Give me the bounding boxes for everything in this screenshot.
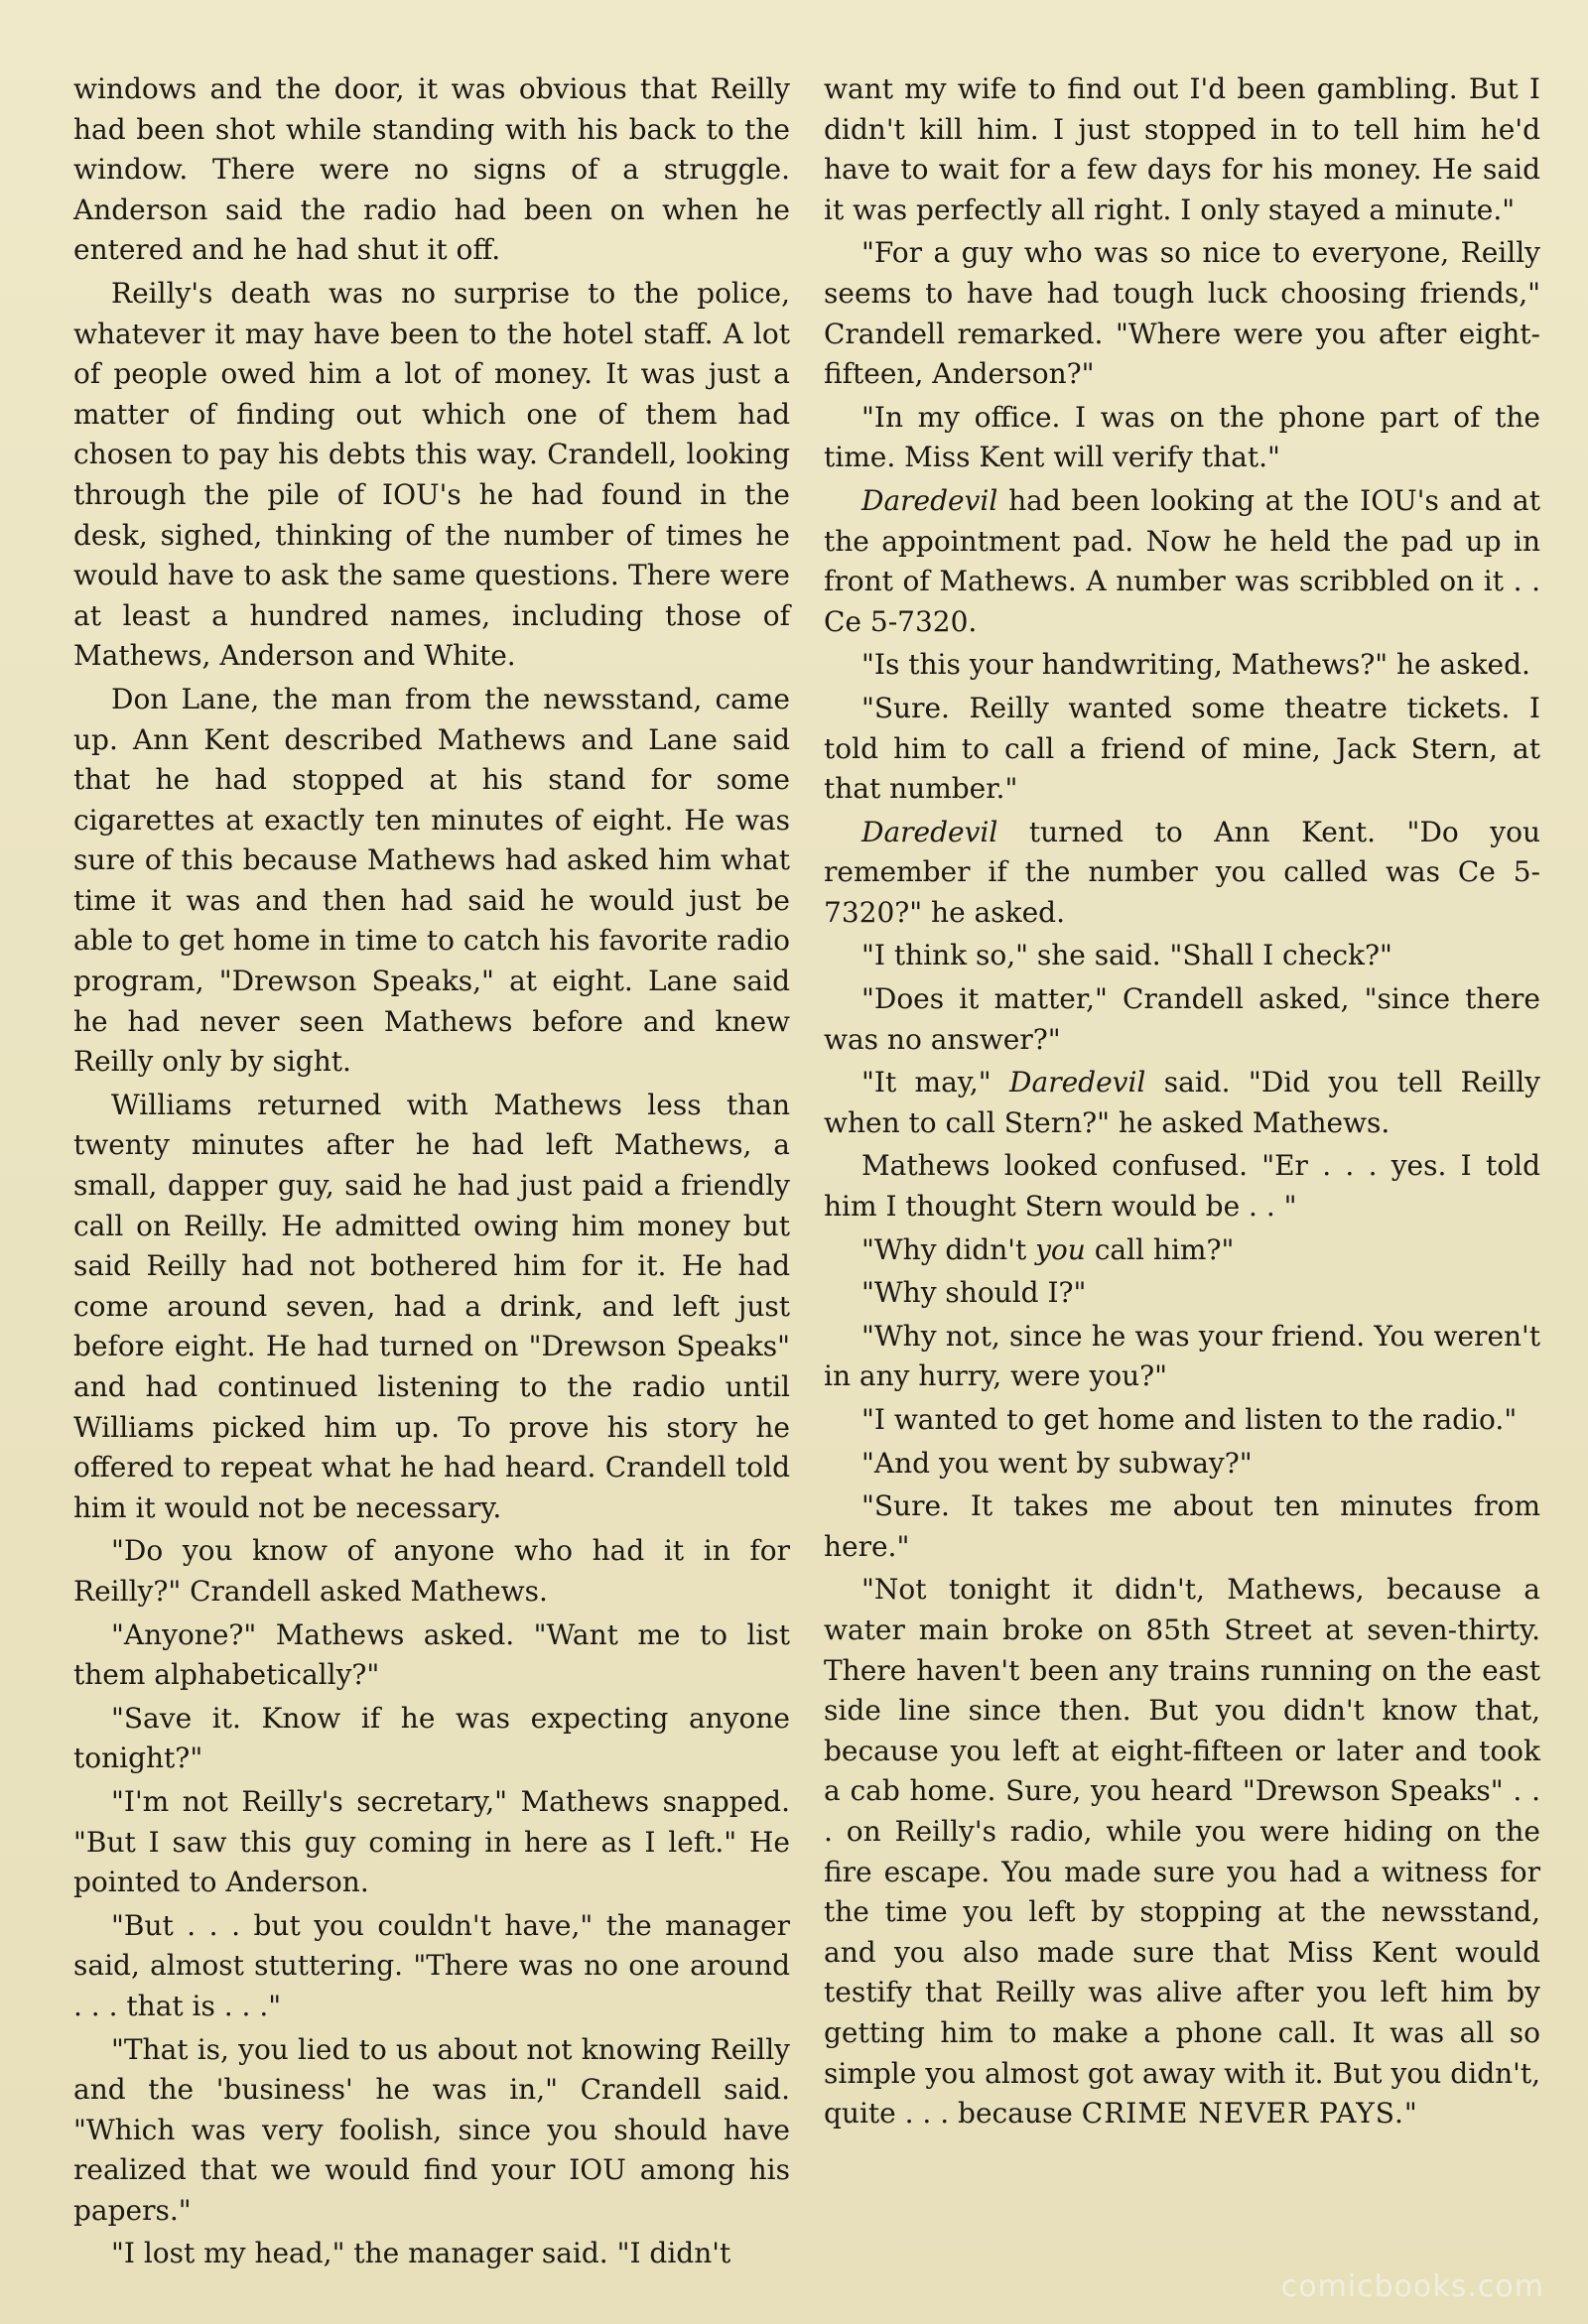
paragraph: "Why not, since he was your friend. You weren't in any hurry, were you?" xyxy=(824,1319,1540,1393)
paragraph: "In my office. I was on the phone part of the time. Miss Kent will verify that." xyxy=(824,400,1540,474)
paragraph: Mathews looked confused. "Er . . . yes. I told him I thought Stern would be . . " xyxy=(824,1149,1540,1224)
paragraph xyxy=(824,813,1540,934)
paragraph xyxy=(824,1570,1540,2133)
paragraph: Williams returned with Mathews less than twenty minutes after he had left Mathews, a small, dapper guy, said he had just paid a friendly call on Reilly. He admitted owing him money but said Reilly had not bothered him for it. He had come around seven, had a drink, and left just before eight. He had turned on "Drewson Speaks" and had continued listening to the radio until Williams picked him up. To prove his story he offered to repeat what he had heard. Crandell told him it would not be necessary. xyxy=(73,1088,790,1524)
paragraph: Reilly's death was no surprise to the police, whatever it may have been to the hotel staff. A lot of people owed him a lot of money. It was just a matter of finding out which one of them had chosen to pay his debts this way. Crandell, looking through the pile of IOU's he had found in the desk, sighed, thinking of the number of times he would have to ask the same questions. There were at least a hundred names, including those of Mathews, Anderson and White. xyxy=(73,276,790,673)
paragraph: "I think so," she said. "Shall I check?" xyxy=(861,939,1392,972)
paragraph: "Does it matter," Crandell asked, "since there was no answer?" xyxy=(824,982,1540,1056)
paragraph: "I'm not Reilly's secretary," Mathews snapped. "But I saw this guy coming in here as I left." He pointed to Anderson. xyxy=(73,1784,790,1899)
paragraph: "I lost my head," the manager said. "I didn't xyxy=(111,2237,731,2270)
paragraph-text: "Not tonight it didn't, Mathews, because a water main broke on 85th Street at seven-thirty. There haven't been any trains running on the east side line since then. But you didn't know that, because you left at eight-fifteen or later and took a cab home. Sure, you heard "Drewson Speaks" . . . on Reilly's radio, while you were hiding on the fire escape. You made sure you had a witness for the time you left by stopping at the newsstand, and you also made sure that Miss Kent would testify that Reilly was alive after you left him by getting him to make a phone call. It was all so simple you almost got away with it. But you didn't, quite . . . because xyxy=(824,1573,1540,2130)
site-watermark: comicbooks.com xyxy=(1280,2269,1544,2304)
character-name: Daredevil xyxy=(861,815,998,848)
paragraph: windows and the door, it was obvious that Reilly had been shot while standing with his back to the window. There were no signs of a struggle. Anderson said the radio had been on when he entered and he had shut it off. xyxy=(73,72,790,267)
paragraph-text: "It may," xyxy=(861,1066,1010,1099)
left-text-column xyxy=(73,69,790,2277)
paragraph-text: turned to Ann Kent. "Do you remember if the number you called was Ce 5-7320?" he asked. xyxy=(824,815,1540,929)
paragraph: "I wanted to get home and listen to the radio." xyxy=(861,1403,1518,1436)
closing-line: CRIME NEVER PAYS." xyxy=(1081,2097,1418,2130)
paragraph: "But . . . but you couldn't have," the manager said, almost stuttering. "There was no one around . . . that is . . ." xyxy=(73,1908,790,2022)
paragraph: "Sure. Reilly wanted some theatre tickets. I told him to call a friend of mine, Jack Stern, at that number." xyxy=(824,691,1540,806)
paragraph: want my wife to find out I'd been gambling. But I didn't kill him. I just stopped in to tell him he'd have to wait for a few days for his money. He said it was perfectly all right. I only stayed a minute." xyxy=(824,72,1540,226)
emphasis: you xyxy=(1035,1232,1086,1266)
paragraph: Don Lane, the man from the newsstand, came up. Ann Kent described Mathews and Lane said that he had stopped at his stand for some cigarettes at exactly ten minutes of eight. He was sure of this because Mathews had asked him what time it was and then had said he would just be able to get home in time to catch his favorite radio program, "Drewson Speaks," at eight. Lane said he had never seen Mathews before and knew Reilly only by sight. xyxy=(73,682,790,1079)
paragraph: "And you went by subway?" xyxy=(861,1446,1253,1480)
character-name: Daredevil xyxy=(861,483,998,517)
right-text-column xyxy=(824,69,1540,2137)
paragraph-text: "Why didn't xyxy=(861,1232,1036,1266)
paragraph-text: had been looking at the IOU's and at the appointment pad. Now he held the pad up in front of Mathews. A number was scribbled on it . . Ce 5-7320. xyxy=(824,483,1540,638)
paragraph: "For a guy who was so nice to everyone, Reilly seems to have had tough luck choosing friends," Crandell remarked. "Where were you after eight-fifteen, Anderson?" xyxy=(824,236,1540,391)
paragraph: "Why should I?" xyxy=(861,1276,1087,1310)
paragraph xyxy=(824,1230,1540,1271)
paragraph xyxy=(824,1063,1540,1143)
paragraph: "Is this your handwriting, Mathews?" he asked. xyxy=(861,648,1530,682)
paragraph: "Save it. Know if he was expecting anyone tonight?" xyxy=(73,1701,790,1775)
paragraph: "Sure. It takes me about ten minutes from here." xyxy=(824,1489,1540,1563)
paragraph: "Anyone?" Mathews asked. "Want me to list them alphabetically?" xyxy=(73,1617,790,1692)
paragraph xyxy=(824,481,1540,642)
paragraph: "That is, you lied to us about not knowing Reilly and the 'business' he was in," Crandell said. "Which was very foolish, since you should have realized that we would find your IOU among his papers." xyxy=(73,2032,790,2227)
paragraph-text: said. "Did you tell Reilly when to call Stern?" he asked Mathews. xyxy=(824,1066,1541,1139)
paragraph-text: call him?" xyxy=(1085,1232,1235,1266)
character-name: Daredevil xyxy=(1009,1066,1146,1099)
paragraph: "Do you know of anyone who had it in for Reilly?" Crandell asked Mathews. xyxy=(73,1534,790,1608)
